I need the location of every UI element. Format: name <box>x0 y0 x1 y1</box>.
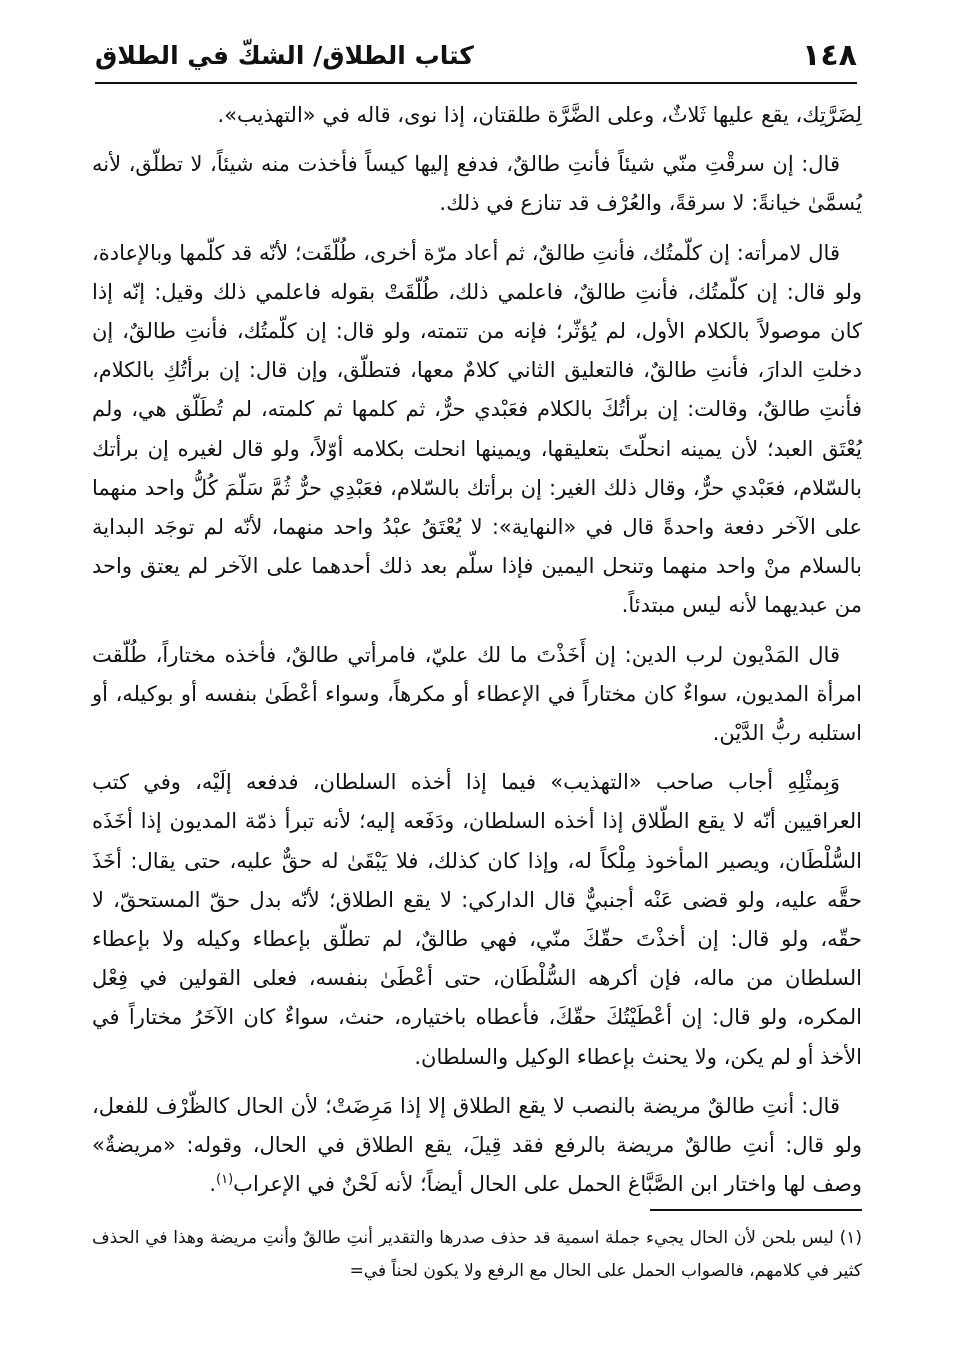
paragraph-end: . <box>209 1172 217 1197</box>
main-text <box>92 96 862 1214</box>
page-number: ١٤٨ <box>802 37 857 73</box>
running-title: كتاب الطلاق/ الشكّ في الطلاق <box>95 40 474 70</box>
paragraph: قال المَدْيون لرب الدين: إن أَخَذْتَ ما لك عليّ، فامرأتي طالقٌ، فأخذه مختاراً، طُلّقت امرأة المديون، سواءٌ كان مختاراً في الإعطاء أو مكرهاً، وسواء أعْطَىٰ بنفسه أو بوكيله، أو استلبه ربُّ الدَّيْن. <box>92 642 862 746</box>
paragraph: قال لامرأته: إن كلّمتُك، فأنتِ طالقٌ، ثم أعاد مرّة أخرى، طُلّقَت؛ لأنّه قد كلّمها وبالإعادة، ولو قال: إن كلّمتُك، فأنتِ طالقٌ، فاعلمي ذلك، طُلّقَتْ بقوله فاعلمي ذلك وقيل: إنّه إذا كان موصولاً بالكلام الأول، لم يُؤثّر؛ فإنه من تتمته، ولو قال: إن كلّمتُك، فأنتِ طالقٌ، إن دخلتِ الدارَ، فأنتِ طالقٌ، فالتعليق الثاني كلامٌ معها، فتطلّق، وإن قال: إن برأتُكِ بالكلام، فأنتِ طالقٌ، وقالت: إن برأتُكَ بالكلام فعَبْدي حرٌّ، ثم كلمها ثم كلمته، لم تُطَلّق هي، ولم يُعْتَق العبد؛ لأن يمينه انحلّتَ بتعليقها، ويمينها انحلت بكلامه أوّلاً، ولو قال لغيره إن برأتك بالسّلام، فعَبْدي حرٌّ، وقال ذلك الغير: إن برأتك بالسّلام، فعَبْدِي حرٌّ ثُمَّ سَلّمَ كُلُّ واحد منهما على الآخر دفعة واحدةً قال في «النهاية»: لا يُعْتَقُ عبْدُ واحد منهما، لأنّه لم توجَد البداية بالسلام منْ واحد منهما وتنحل اليمين فإذا سلّم بعد ذلك أحدهما على الآخر لم يعتق واحد من عبديهما لأنه ليس مبتدئاً. <box>92 240 862 618</box>
page-header <box>95 28 857 84</box>
paragraph-text: قال: أنتِ طالقٌ مريضة بالنصب لا يقع الطلاق إلا إذا مَرِضَتْ؛ لأن الحال كالظّرْف للفعل، ولو قال: أنتِ طالقٌ مريضة بالرفع فقد قِيلَ، يقع الطلاق في الحال، وقوله: «مريضةٌ» وصف لها واختار ابن الصَّبَّاغ الحمل على الحال أيضاً؛ لأنه لَحْنٌ في الإعراب <box>92 1093 862 1197</box>
footnote-divider <box>650 1209 862 1211</box>
paragraph: قال: إن سرقْتِ منّي شيئاً فأنتِ طالقٌ، فدفع إليها كيساً فأخذت منه شيئاً، لا تطلّق، لأنه يُسمَّىٰ خيانةً: لا سرقةً، والعُرْف قد تنازع في ذلك. <box>92 152 862 216</box>
footnote-text: (١) ليس بلحن لأن الحال يجيء جملة اسمية قد حذف صدرها والتقدير أنتِ طالقٌ وأنتِ مريضة وهذا في الحذف كثير في كلامهم، فالصواب الحمل على الحال مع الرفع ولا يكون لحناً في= <box>92 1228 862 1281</box>
paragraph-last <box>92 1087 862 1205</box>
paragraph: لِضَرَّتِك، يقع عليها ثَلاثٌ، وعلى الضَّرَّة طلقتان، إذا نوى، قاله في «التهذيب». <box>217 103 862 127</box>
paragraph: وَبِمثْلِهِ أجاب صاحب «التهذيب» فيما إذا أخذه السلطان، فدفعه إلَيْه، وفي كتب العراقيين أنّه لا يقع الطّلاق إذا أخذه السلطان، ودَفَعه إليه؛ لأنه تبرأ ذمّة المديون إذا أخَذَه السُّلْطَان، ويصير المأخوذ مِلْكاً له، وإذا كان كذلك، فلا يَبْقَىٰ له حقٌّ عليه، حتى يقال: أخَذَ حقَّه عليه، ولو قضى عَنْه أجنبيٌّ قال الداركي: لا يقع الطلاق؛ لأنّه بدل حقّ المستحقّ، لا حقّه، ولو قال: إن أخذْتَ حقّكَ منّي، فهي طالقٌ، لم تطلّق بإعطاء وكيله ولا بإعطاء السلطان من ماله، فإن أكرهه السُّلْطَان، حتى أعْطَىٰ بنفسه، فعلى القولين في فِعْل المكره، ولو قال: إن أعْطَيْتُكَ حقّكَ، فأعطاه باختياره، حنث، سواءٌ كان الآخَرُ مختاراً في الأخذ أو لم يكن، ولا يحنث بإعطاء الوكيل والسلطان. <box>92 770 862 1069</box>
footnote-reference[interactable]: (١) <box>216 1172 234 1188</box>
footnote <box>92 1222 862 1288</box>
